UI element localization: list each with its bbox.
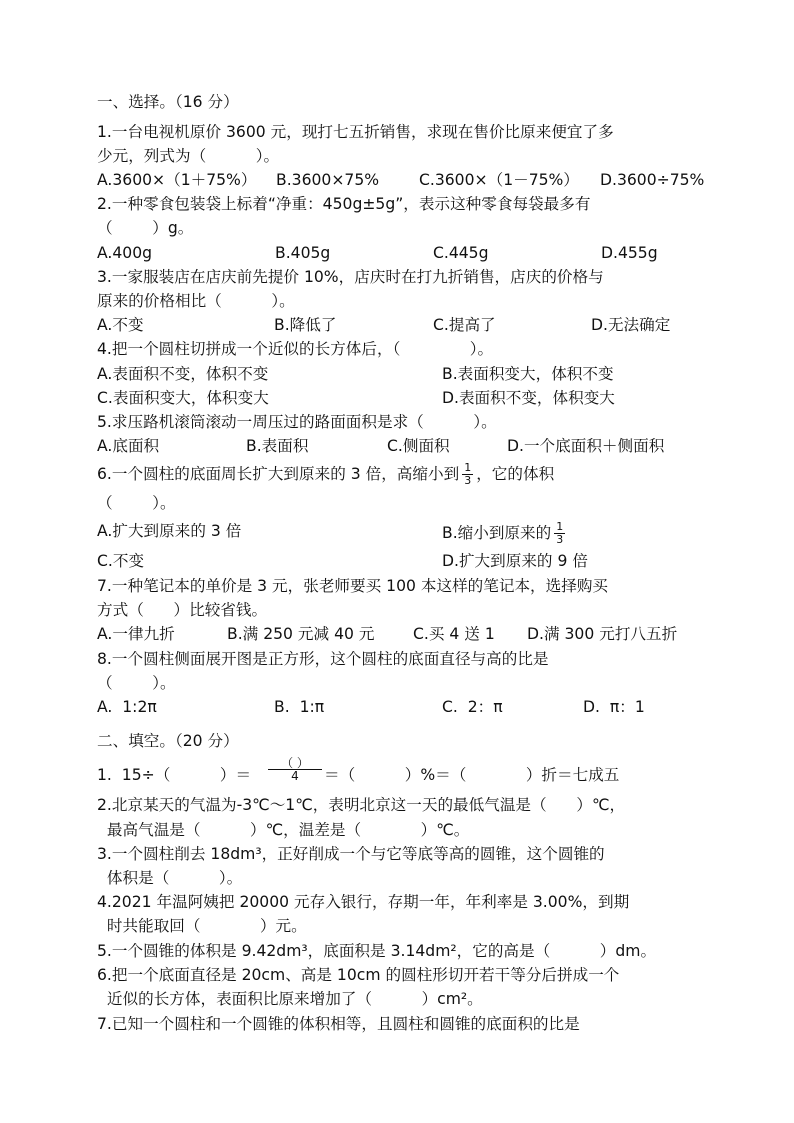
question-5-option-a: A.底面积 bbox=[97, 437, 160, 455]
fill-5-stem: 5.一个圆锥的体积是 9.42dm³，底面积是 3.14dm²，它的高是（ ）dm。 bbox=[97, 942, 657, 960]
question-6-option-b-numerator: 1 bbox=[556, 520, 564, 533]
question-8-option-b: B. 1:π bbox=[274, 698, 325, 716]
question-5-option-c: C.侧面积 bbox=[387, 437, 450, 455]
fill-1-post: ＝（ ）%＝（ ）折＝七成五 bbox=[324, 766, 620, 784]
question-2-option-a: A.400g bbox=[97, 244, 153, 262]
question-7-option-d: D.满 300 元打八五折 bbox=[527, 625, 678, 643]
question-4-stem: 4.把一个圆柱切拼成一个近似的长方体后，（ ）。 bbox=[97, 340, 494, 358]
question-3-stem: 3.一家服装店在店庆前先提价 10%，店庆时在打九折销售，店庆的价格与 bbox=[97, 268, 604, 286]
question-2-stem-cont: （ ）g。 bbox=[97, 219, 194, 237]
question-7-option-a: A.一律九折 bbox=[97, 625, 175, 643]
question-1-option-b: B.3600×75% bbox=[276, 171, 380, 189]
question-1-option-c: C.3600×（1－75%） bbox=[419, 171, 579, 189]
question-7-option-c: C.买 4 送 1 bbox=[413, 625, 495, 643]
question-6-option-d: D.扩大到原来的 9 倍 bbox=[442, 552, 588, 570]
question-4-option-c: C.表面积变大，体积变大 bbox=[97, 389, 269, 407]
question-6-option-c: C.不变 bbox=[97, 552, 145, 570]
fill-1-fraction-denominator: 4 bbox=[291, 769, 299, 783]
fill-4-stem: 4.2021 年温阿姨把 20000 元存入银行，存期一年，年利率是 3.00%，到期 bbox=[97, 893, 630, 911]
question-4-option-a: A.表面积不变，体积不变 bbox=[97, 365, 269, 383]
question-8-stem-cont: （ ）。 bbox=[97, 674, 176, 692]
question-4-option-b: B.表面积变大，体积不变 bbox=[442, 365, 614, 383]
question-6-stem-cont: （ ）。 bbox=[97, 494, 176, 512]
question-6-option-b-text: B.缩小到原来的 bbox=[442, 524, 552, 542]
question-3-stem-cont: 原来的价格相比（ ）。 bbox=[97, 292, 295, 310]
question-1-option-d: D.3600÷75% bbox=[600, 171, 705, 189]
fill-1-fraction bbox=[268, 757, 322, 782]
question-3-option-d: D.无法确定 bbox=[591, 316, 671, 334]
section-heading-choice: 一、选择。（16 分） bbox=[97, 93, 239, 111]
question-2-option-c: C.445g bbox=[433, 244, 489, 262]
fill-7-stem: 7.已知一个圆柱和一个圆锥的体积相等，且圆柱和圆锥的底面积的比是 bbox=[97, 1015, 580, 1033]
fill-2-stem-cont: 最高气温是（ ）℃，温差是（ ）℃。 bbox=[97, 821, 470, 839]
question-1-stem: 1.一台电视机原价 3600 元，现打七五折销售，求现在售价比原来便宜了多 bbox=[97, 123, 614, 141]
question-6-option-b-denominator: 3 bbox=[556, 533, 564, 546]
fill-1-pre: 1. 15÷（ ）＝ bbox=[97, 766, 252, 784]
question-6-stem bbox=[97, 462, 554, 487]
fill-2-stem: 2.北京某天的气温为-3℃～1℃，表明北京这一天的最低气温是（ ）℃， bbox=[97, 796, 626, 814]
question-2-option-d: D.455g bbox=[601, 244, 658, 262]
fill-4-stem-cont: 时共能取回（ ）元。 bbox=[97, 917, 307, 935]
question-2-option-b: B.405g bbox=[275, 244, 331, 262]
question-8-stem: 8.一个圆柱侧面展开图是正方形，这个圆柱的底面直径与高的比是 bbox=[97, 650, 549, 668]
question-6-option-b bbox=[442, 521, 568, 546]
fill-3-stem-cont: 体积是（ ）。 bbox=[97, 869, 243, 887]
question-4-option-d: D.表面积不变，体积变大 bbox=[442, 389, 615, 407]
question-1-stem-cont: 少元，列式为（ ）。 bbox=[97, 147, 280, 165]
fill-6-stem: 6.把一个底面直径是 20cm、高是 10cm 的圆柱形切开若干等分后拼成一个 bbox=[97, 966, 620, 984]
question-6-fraction bbox=[462, 462, 473, 487]
question-6-fraction-numerator: 1 bbox=[464, 461, 472, 474]
question-5-option-b: B.表面积 bbox=[246, 437, 309, 455]
question-2-stem: 2.一种零食包装袋上标着“净重：450g±5g”，表示这种零食每袋最多有 bbox=[97, 195, 591, 213]
section-heading-fill: 二、填空。（20 分） bbox=[97, 732, 239, 750]
question-8-option-d: D. π：1 bbox=[583, 698, 645, 716]
question-6-option-a: A.扩大到原来的 3 倍 bbox=[97, 522, 242, 540]
question-8-option-a: A. 1:2π bbox=[97, 698, 157, 716]
question-7-stem-cont: 方式（ ）比较省钱。 bbox=[97, 601, 268, 619]
question-7-option-b: B.满 250 元减 40 元 bbox=[227, 625, 375, 643]
question-3-option-c: C.提高了 bbox=[433, 316, 496, 334]
question-6-fraction-denominator: 3 bbox=[464, 474, 472, 487]
question-5-option-d: D.一个底面积＋侧面积 bbox=[507, 437, 665, 455]
fill-3-stem: 3.一个圆柱削去 18dm³，正好削成一个与它等底等高的圆锥，这个圆锥的 bbox=[97, 845, 605, 863]
question-5-stem: 5.求压路机滚筒滚动一周压过的路面面积是求（ ）。 bbox=[97, 413, 497, 431]
fill-6-stem-cont: 近似的长方体，表面积比原来增加了（ ）cm²。 bbox=[97, 990, 483, 1008]
question-1-option-a: A.3600×（1＋75%） bbox=[97, 171, 257, 189]
question-6-stem-pre: 6.一个圆柱的底面周长扩大到原来的 3 倍，高缩小到 bbox=[97, 465, 460, 483]
question-3-option-b: B.降低了 bbox=[274, 316, 337, 334]
question-3-option-a: A.不变 bbox=[97, 316, 144, 334]
question-6-option-b-fraction bbox=[554, 521, 565, 546]
question-8-option-c: C. 2：π bbox=[442, 698, 503, 716]
question-6-stem-post: ，它的体积 bbox=[476, 465, 555, 483]
fill-1-fraction-numerator: （ ） bbox=[268, 757, 322, 770]
question-7-stem: 7.一种笔记本的单价是 3 元，张老师要买 100 本这样的笔记本，选择购买 bbox=[97, 577, 609, 595]
